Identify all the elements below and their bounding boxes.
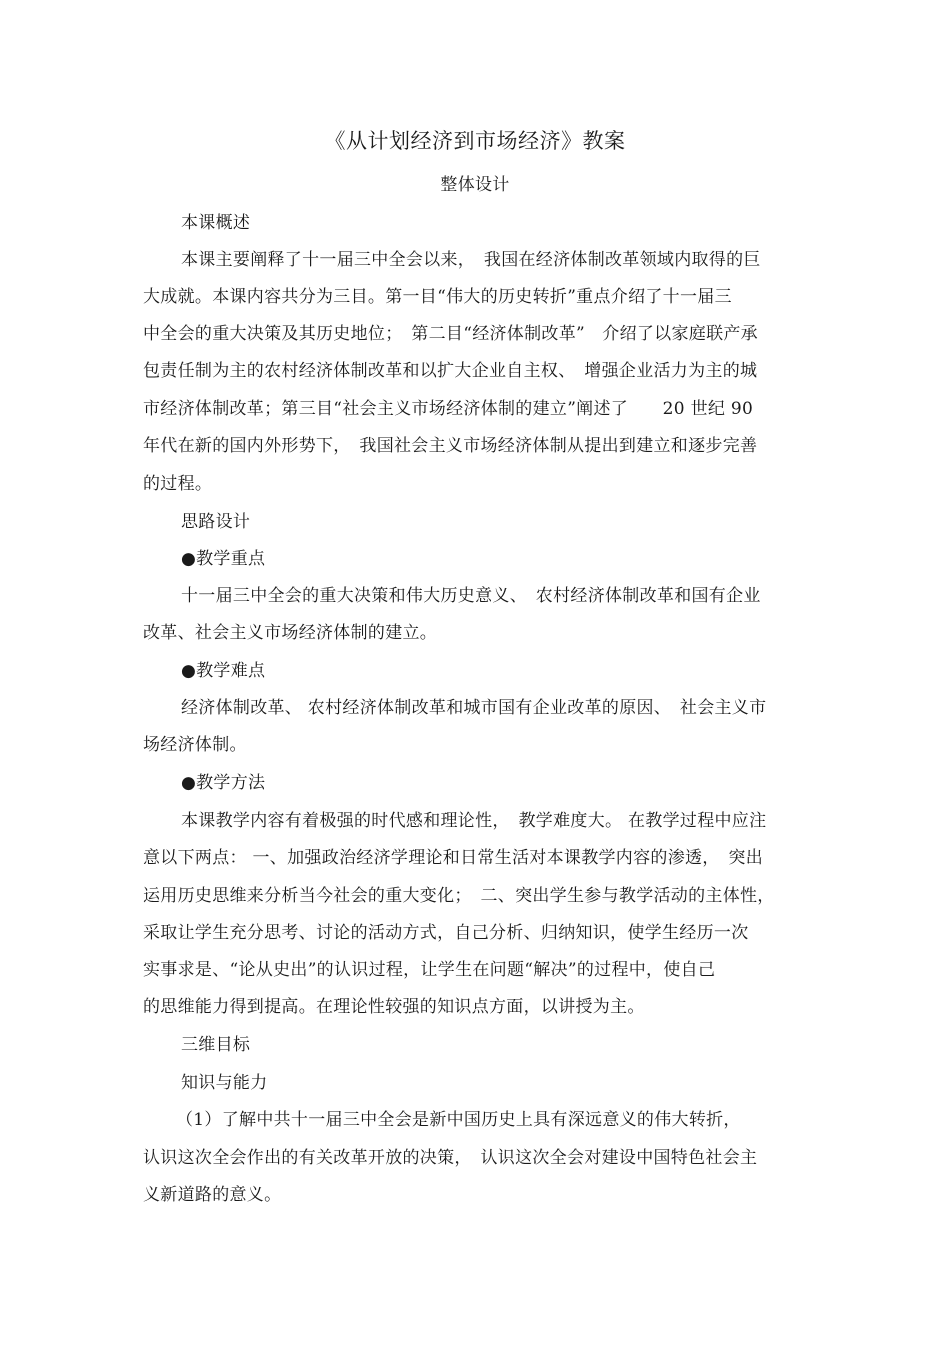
paragraph-line: 十一届三中全会的重大决策和伟大历史意义、 农村经济体制改革和国有企业: [181, 586, 761, 606]
paragraph-line: 运用历史思维来分析当今社会的重大变化； 二、突出学生参与教学活动的主体性，: [143, 886, 775, 906]
section-heading-design-ideas: 思路设计: [181, 512, 251, 532]
paragraph-line: 意以下两点： 一、加强政治经济学理论和日常生活对本课教学内容的渗透， 突出: [143, 848, 764, 868]
paragraph-line: 本课教学内容有着极强的时代感和理论性， 教学难度大。 在教学过程中应注: [181, 811, 767, 831]
paragraph-line: 实事求是、“论从史出”的认识过程，让学生在问题“解决”的过程中，使自己: [143, 960, 716, 980]
paragraph-line: （1）了解中共十一届三中全会是新中国历史上具有深远意义的伟大转折，: [176, 1110, 741, 1130]
paragraph-line: 包责任制为主的农村经济体制改革和以扩大企业自主权、 增强企业活力为主的城: [143, 361, 758, 381]
section-heading-objectives: 三维目标: [181, 1035, 251, 1055]
subsection-heading-knowledge: 知识与能力: [181, 1073, 268, 1093]
paragraph-line: 的思维能力得到提高。在理论性较强的知识点方面，以讲授为主。: [143, 997, 645, 1017]
section-heading-overall-design: 整体设计: [440, 175, 510, 195]
paragraph-line: 年代在新的国内外形势下， 我国社会主义市场经济体制从提出到建立和逐步完善: [143, 436, 758, 456]
paragraph-line: 本课主要阐释了十一届三中全会以来， 我国在经济体制改革领域内取得的巨: [181, 250, 761, 270]
paragraph-line: 中全会的重大决策及其历史地位； 第二目“经济体制改革” 介绍了以家庭联产承: [143, 324, 758, 344]
paragraph-line: 大成就。本课内容共分为三目。第一目“伟大的历史转折”重点介绍了十一届三: [143, 287, 732, 307]
paragraph-line: 改革、社会主义市场经济体制的建立。: [143, 623, 438, 643]
paragraph-line: 认识这次全会作出的有关改革开放的决策， 认识这次全会对建设中国特色社会主: [143, 1148, 758, 1168]
document-title: 《从计划经济到市场经济》教案: [324, 129, 626, 153]
paragraph-line: 采取让学生充分思考、讨论的活动方式，自己分析、归纳知识，使学生经历一次: [143, 923, 749, 943]
bullet-heading-key-points: ●教学重点: [181, 549, 266, 569]
bullet-heading-methods: ●教学方法: [181, 773, 266, 793]
paragraph-line: 义新道路的意义。: [143, 1185, 282, 1205]
section-heading-overview: 本课概述: [181, 213, 251, 233]
paragraph-line: 市经济体制改革；第三目“社会主义市场经济体制的建立”阐述了 20 世纪 90: [143, 399, 754, 419]
paragraph-line: 场经济体制。: [143, 735, 247, 755]
paragraph-line: 的过程。: [143, 474, 213, 494]
bullet-heading-difficulties: ●教学难点: [181, 661, 266, 681]
paragraph-line: 经济体制改革、 农村经济体制改革和城市国有企业改革的原因、 社会主义市: [181, 698, 767, 718]
